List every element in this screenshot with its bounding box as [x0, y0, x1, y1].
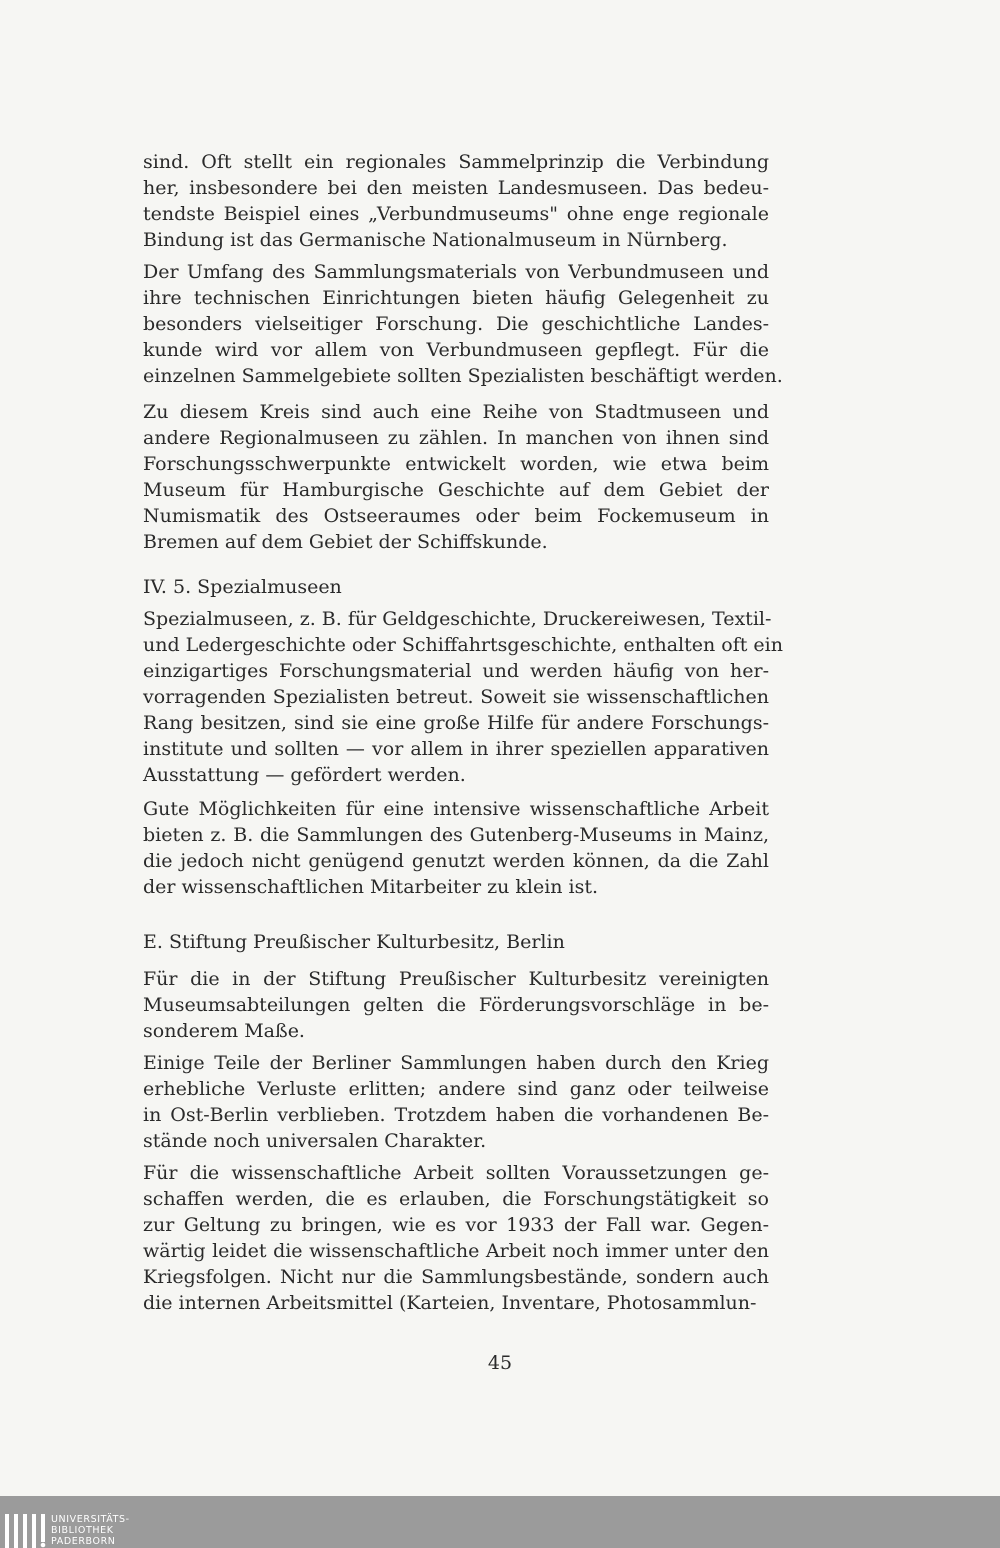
text-line: in Ost-Berlin verblieben. Trotzdem haben die vorhandenen Be- [143, 1104, 769, 1126]
text-line: einzigartiges Forschungsmaterial und werden häufig von her- [143, 660, 769, 682]
text-line: andere Regionalmuseen zu zählen. In manchen von ihnen sind [143, 427, 769, 449]
text-line: der wissenschaftlichen Mitarbeiter zu klein ist. [143, 876, 599, 898]
text-line: einzelnen Sammelgebiete sollten Spezialisten beschäftigt werden. [143, 365, 783, 387]
library-logo-icon [3, 1496, 47, 1548]
text-line: Für die in der Stiftung Preußischer Kulturbesitz vereinigten [143, 968, 769, 990]
text-line: die internen Arbeitsmittel (Karteien, Inventare, Photosammlun- [143, 1292, 757, 1314]
text-line: Ausstattung — gefördert werden. [143, 764, 466, 786]
text-line: Bremen auf dem Gebiet der Schiffskunde. [143, 531, 548, 553]
text-line: sonderem Maße. [143, 1020, 305, 1042]
library-footer-bar [0, 1496, 1000, 1548]
text-line: ihre technischen Einrichtungen bieten häufig Gelegenheit zu [143, 287, 769, 309]
text-line: Einige Teile der Berliner Sammlungen haben durch den Krieg [143, 1052, 769, 1074]
text-line: schaffen werden, die es erlauben, die Forschungstätigkeit so [143, 1188, 769, 1210]
text-line: vorragenden Spezialisten betreut. Soweit sie wissenschaftlichen [143, 686, 769, 708]
text-line: Rang besitzen, sind sie eine große Hilfe für andere Forschungs- [143, 712, 769, 734]
text-line: die jedoch nicht genügend genutzt werden können, da die Zahl [143, 850, 769, 872]
library-logo [0, 1496, 200, 1548]
text-line: Für die wissenschaftliche Arbeit sollten Voraussetzungen ge- [143, 1162, 769, 1184]
text-line: wärtig leidet die wissenschaftliche Arbeit noch immer unter den [143, 1240, 769, 1262]
footer-line-3: PADERBORN [51, 1536, 116, 1547]
text-line: Bindung ist das Germanische Nationalmuseum in Nürnberg. [143, 229, 728, 251]
page-number: 45 [487, 1352, 513, 1374]
text-line: zur Geltung zu bringen, wie es vor 1933 der Fall war. Gegen- [143, 1214, 769, 1236]
text-line: institute und sollten — vor allem in ihrer speziellen apparativen [143, 738, 769, 760]
text-line: Forschungsschwerpunkte entwickelt worden, wie etwa beim [143, 453, 769, 475]
text-line: Numismatik des Ostseeraumes oder beim Fockemuseum in [143, 505, 769, 527]
text-line: kunde wird vor allem von Verbundmuseen gepflegt. Für die [143, 339, 769, 361]
text-line: Zu diesem Kreis sind auch eine Reihe von Stadtmuseen und [143, 401, 769, 423]
text-line: tendste Beispiel eines „Verbundmuseums" ohne enge regionale [143, 203, 769, 225]
text-line: Gute Möglichkeiten für eine intensive wissenschaftliche Arbeit [143, 798, 769, 820]
text-line: Kriegsfolgen. Nicht nur die Sammlungsbestände, sondern auch [143, 1266, 769, 1288]
text-line: sind. Oft stellt ein regionales Sammelprinzip die Verbindung [143, 151, 769, 173]
text-line: erhebliche Verluste erlitten; andere sind ganz oder teilweise [143, 1078, 769, 1100]
footer-line-1: UNIVERSITÄTS- [51, 1514, 130, 1525]
text-line: Spezialmuseen, z. B. für Geldgeschichte, Druckereiwesen, Textil- [143, 608, 772, 630]
text-line: bieten z. B. die Sammlungen des Gutenberg-Museums in Mainz, [143, 824, 769, 846]
footer-line-2: BIBLIOTHEK [51, 1525, 114, 1536]
text-line: Museumsabteilungen gelten die Förderungsvorschläge in be- [143, 994, 769, 1016]
text-line: stände noch universalen Charakter. [143, 1130, 487, 1152]
text-line: Museum für Hamburgische Geschichte auf dem Gebiet der [143, 479, 769, 501]
text-line: her, insbesondere bei den meisten Landesmuseen. Das bedeu- [143, 177, 769, 199]
text-line: besonders vielseitiger Forschung. Die geschichtliche Landes- [143, 313, 769, 335]
text-line: und Ledergeschichte oder Schiffahrtsgeschichte, enthalten oft ein [143, 634, 783, 656]
text-line: Der Umfang des Sammlungsmaterials von Verbundmuseen und [143, 261, 769, 283]
section-heading: E. Stiftung Preußischer Kulturbesitz, Berlin [143, 931, 565, 953]
section-heading: IV. 5. Spezialmuseen [143, 576, 342, 598]
